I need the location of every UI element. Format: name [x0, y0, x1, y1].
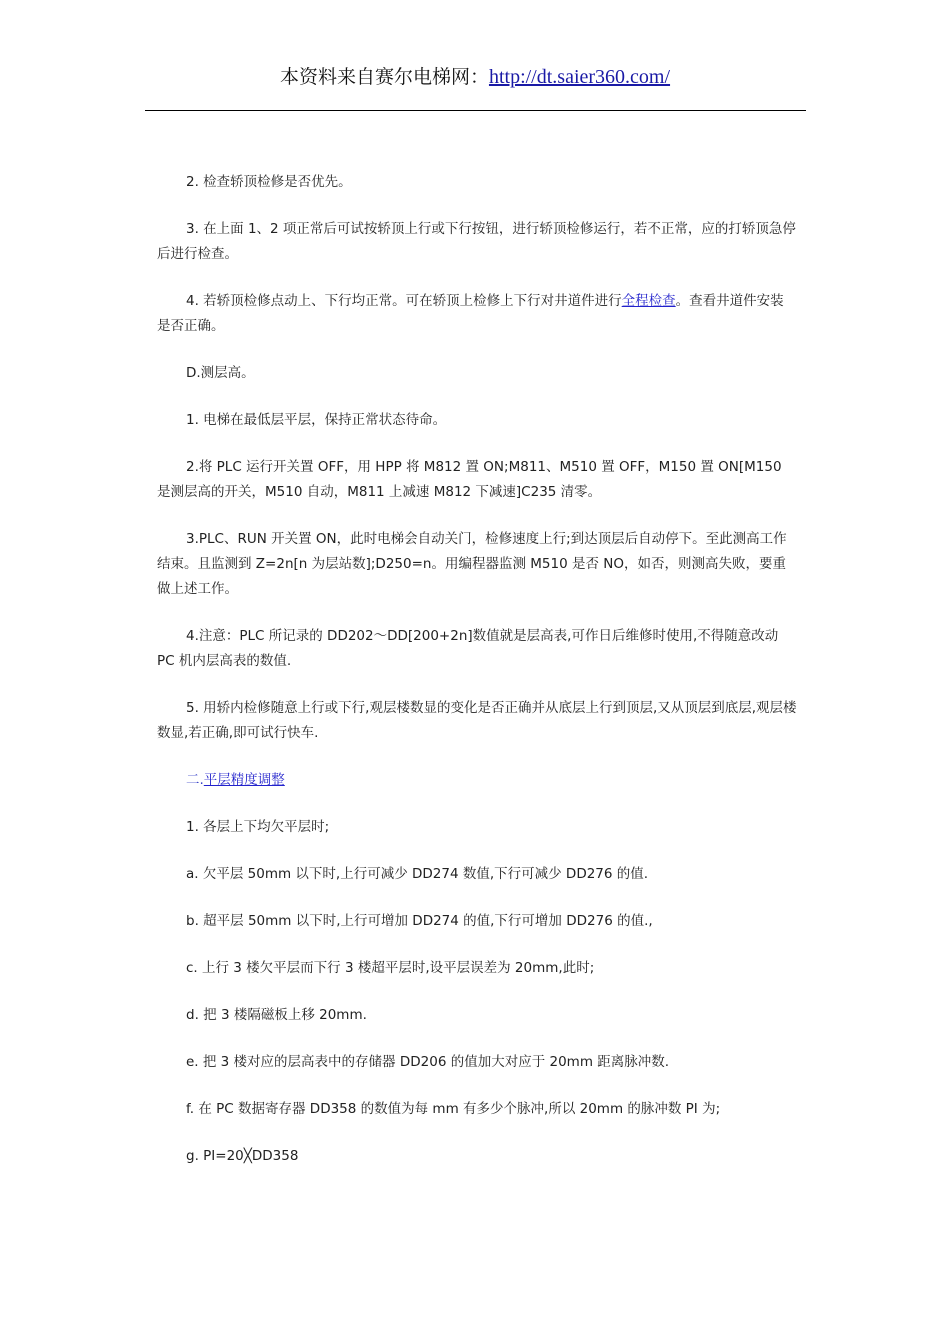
- paragraph-item-b: b. 超平层 50mm 以下时,上行可增加 DD274 的值,下行可增加 DD276 的值.,: [186, 913, 653, 929]
- paragraph-shaft-check-tail: 。查看井道件安装是否正确。: [157, 293, 784, 334]
- paragraph-check-priority: 2. 检查轿顶检修是否优先。: [186, 174, 352, 190]
- paragraph-roof-inspection-run: 3. 在上面 1、2 项正常后可试按轿顶上行或下行按钮，进行轿顶检修运行，若不正常，应的打轿顶急停后进行检查。: [157, 221, 796, 262]
- paragraph-item-c: c. 上行 3 楼欠平层而下行 3 楼超平层时,设平层误差为 20mm,此时;: [186, 960, 595, 976]
- paragraph-item-a: a. 欠平层 50mm 以下时,上行可减少 DD274 数值,下行可减少 DD276 的值.: [186, 866, 649, 882]
- paragraph-item-d: d. 把 3 楼隔磁板上移 20mm.: [186, 1007, 367, 1023]
- section-number: 二.: [186, 772, 204, 788]
- paragraph-note: 4.注意：PLC 所记录的 DD202～DD[200+2n]数值就是层高表,可作日后维修时使用,不得随意改动 PC 机内层高表的数值.: [157, 628, 779, 669]
- full-inspection-link[interactable]: 全程检查: [621, 293, 676, 309]
- paragraph-item-f: f. 在 PC 数据寄存器 DD358 的数值为每 mm 有多少个脉冲,所以 20mm 的脉冲数 PI 为;: [186, 1101, 721, 1117]
- section-heading-leveling: [157, 768, 797, 793]
- paragraph-item-g: g. PI=20╳DD358: [186, 1148, 299, 1164]
- heading-floor-height: D.测层高。: [186, 365, 255, 381]
- paragraph-lowest-floor: 1. 电梯在最低层平层，保持正常状态待命。: [186, 412, 447, 428]
- paragraph-inspection-display: 5. 用轿内检修随意上行或下行,观层楼数显的变化是否正确并从底层上行到顶层,又从顶层到底层,观层楼数显,若正确,即可试行快车.: [157, 700, 797, 741]
- page-header: [0, 62, 950, 89]
- header-divider: [145, 110, 806, 111]
- header-source-text: 本资料来自赛尔电梯网：: [279, 66, 489, 88]
- leveling-adjust-link[interactable]: 平层精度调整: [203, 772, 285, 788]
- paragraph-under-level: 1. 各层上下均欠平层时;: [186, 819, 330, 835]
- paragraph-plc-setup: 2.将 PLC 运行开关置 OFF，用 HPP 将 M812 置 ON;M811、M510 置 OFF，M150 置 ON[M150 是测层高的开关，M510 自动，M811 上减速 M812 下减速]C235 清零。: [157, 459, 782, 500]
- document-body: [157, 170, 797, 1191]
- paragraph-item-e: e. 把 3 楼对应的层高表中的存储器 DD206 的值加大对应于 20mm 距离脉冲数.: [186, 1054, 670, 1070]
- paragraph-shaft-check-text: 4. 若轿顶检修点动上、下行均正常。可在轿顶上检修上下行对井道件进行: [186, 293, 622, 309]
- paragraph-shaft-check: [157, 289, 797, 339]
- paragraph-plc-run: 3.PLC、RUN 开关置 ON，此时电梯会自动关门，检修速度上行;到达顶层后自动停下。至此测高工作结束。且监测到 Z=2n[n 为层站数];D250=n。用编程器监测 M510 是否 NO，如否，则测高失败，要重做上述工作。: [157, 531, 787, 597]
- header-source-link[interactable]: http://dt.saier360.com/: [488, 66, 671, 88]
